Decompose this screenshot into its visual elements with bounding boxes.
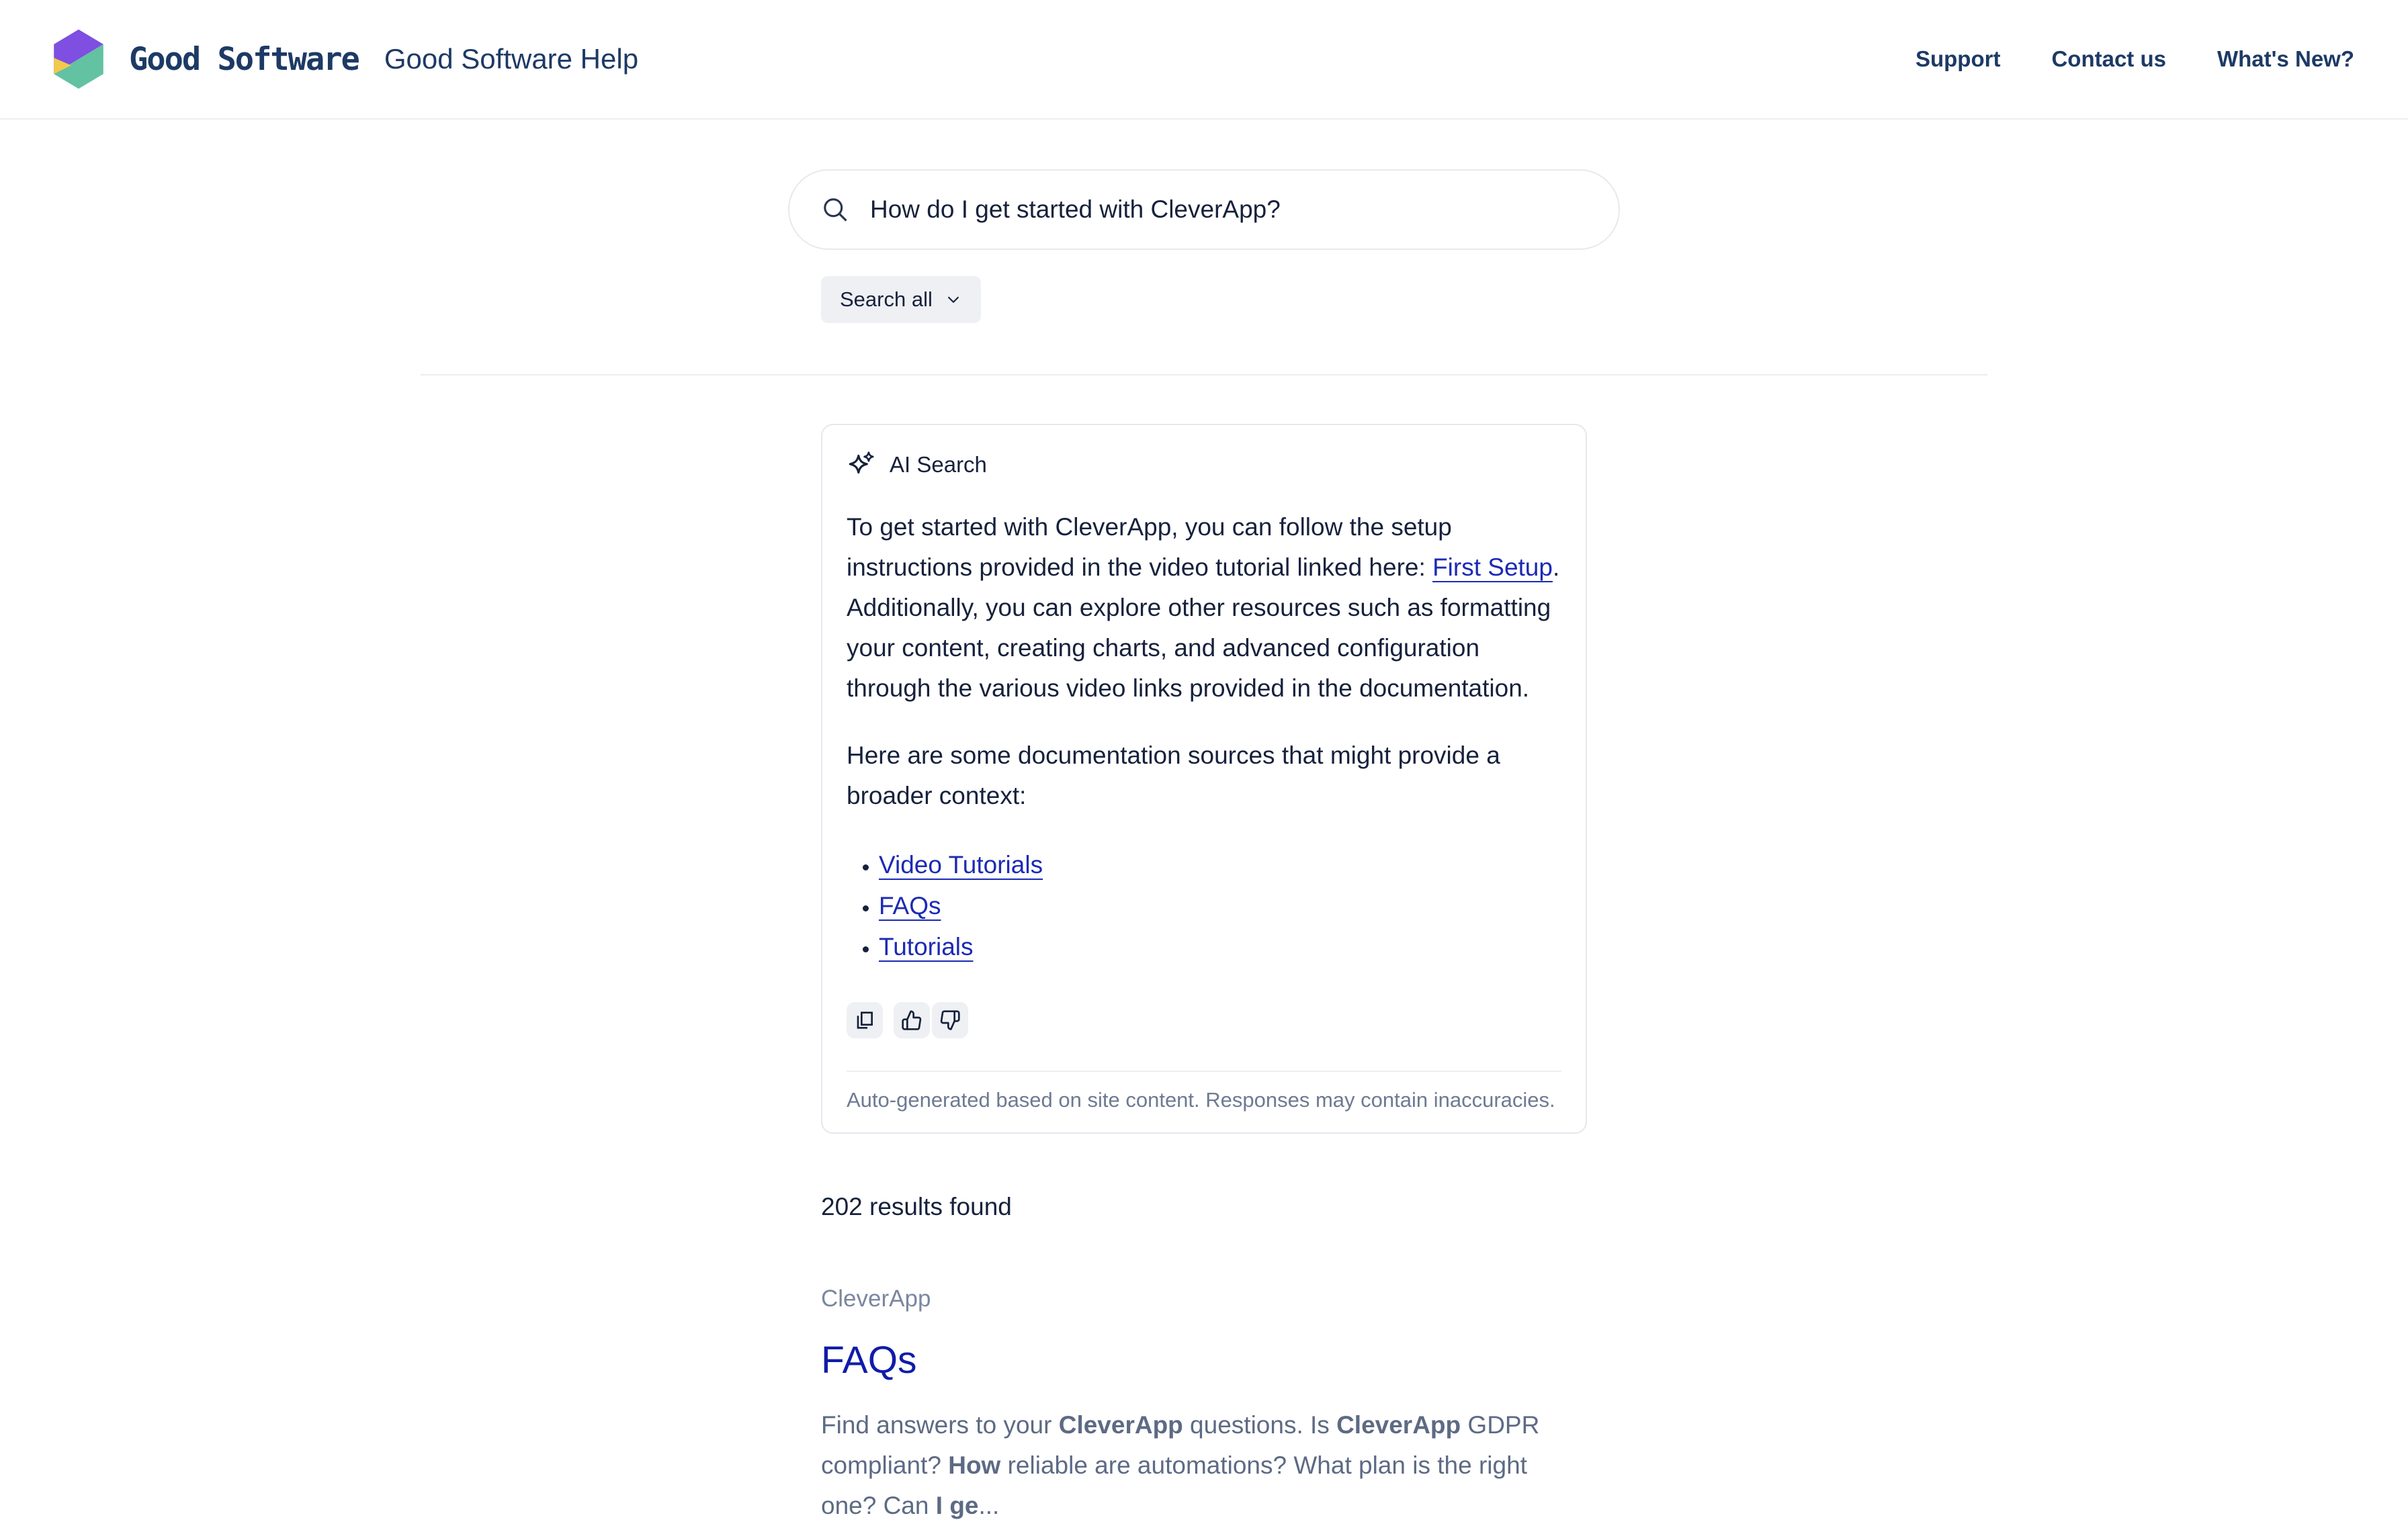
chevron-down-icon — [943, 289, 963, 310]
thumbs-up-button[interactable] — [894, 1002, 930, 1038]
brand-hexagon-logo-icon — [47, 28, 110, 90]
ai-search-label: AI Search — [890, 452, 987, 477]
list-item — [879, 885, 1561, 926]
copy-button[interactable] — [847, 1002, 883, 1038]
thumbs-down-icon — [939, 1009, 961, 1031]
faqs-link[interactable]: FAQs — [879, 892, 941, 919]
nav-link-support[interactable]: Support — [1915, 46, 2001, 71]
search-input[interactable] — [870, 195, 1588, 224]
result-title-link[interactable]: FAQs — [821, 1339, 917, 1382]
brand-name: Good Software — [129, 40, 359, 78]
thumbs-up-icon — [901, 1009, 922, 1031]
ai-answer-actions — [847, 1002, 1561, 1038]
search-scope-label: Search all — [840, 287, 933, 311]
ai-source-links — [847, 844, 1561, 967]
search-bar[interactable] — [788, 169, 1620, 250]
search-result-item — [821, 1286, 1587, 1526]
result-description: Find answers to your CleverApp questions. Is CleverApp GDPR compliant? How reliable are automations? What plan is the right one? Can I ge... — [821, 1411, 1540, 1519]
ai-answer-paragraph: To get started with CleverApp, you can follow the setup instructions provided in the video tutorial linked here: First Setup. Additionally, you can explore other resources such as formatting your content, creating charts, and advanced configuration through the various video links provided in the documentation. — [847, 513, 1560, 702]
brand-logo-link[interactable] — [47, 28, 359, 90]
section-divider — [421, 374, 1987, 375]
header-nav — [1916, 46, 2354, 72]
results-count: 202 results found — [821, 1193, 1012, 1220]
ai-disclaimer: Auto-generated based on site content. Responses may contain inaccuracies. — [847, 1088, 1555, 1112]
nav-link-whats-new[interactable]: What's New? — [2217, 46, 2354, 71]
search-scope-button[interactable] — [821, 276, 981, 323]
main-content — [821, 169, 1587, 1526]
list-item — [879, 844, 1561, 885]
ai-sparkle-icon — [847, 449, 877, 480]
ai-search-header — [847, 449, 1561, 480]
list-item — [879, 926, 1561, 967]
thumbs-down-button[interactable] — [932, 1002, 968, 1038]
ai-search-card — [821, 424, 1587, 1134]
site-title[interactable]: Good Software Help — [384, 43, 639, 75]
nav-link-contact-us[interactable]: Contact us — [2051, 46, 2166, 71]
result-category: CleverApp — [821, 1286, 931, 1312]
ai-context-paragraph: Here are some documentation sources that might provide a broader context: — [847, 742, 1500, 809]
video-tutorials-link[interactable]: Video Tutorials — [879, 851, 1043, 879]
header — [0, 0, 2408, 120]
copy-icon — [854, 1009, 875, 1031]
first-setup-link[interactable]: First Setup — [1432, 553, 1553, 581]
tutorials-link[interactable]: Tutorials — [879, 933, 974, 960]
card-divider — [847, 1071, 1561, 1072]
search-icon — [820, 195, 850, 224]
